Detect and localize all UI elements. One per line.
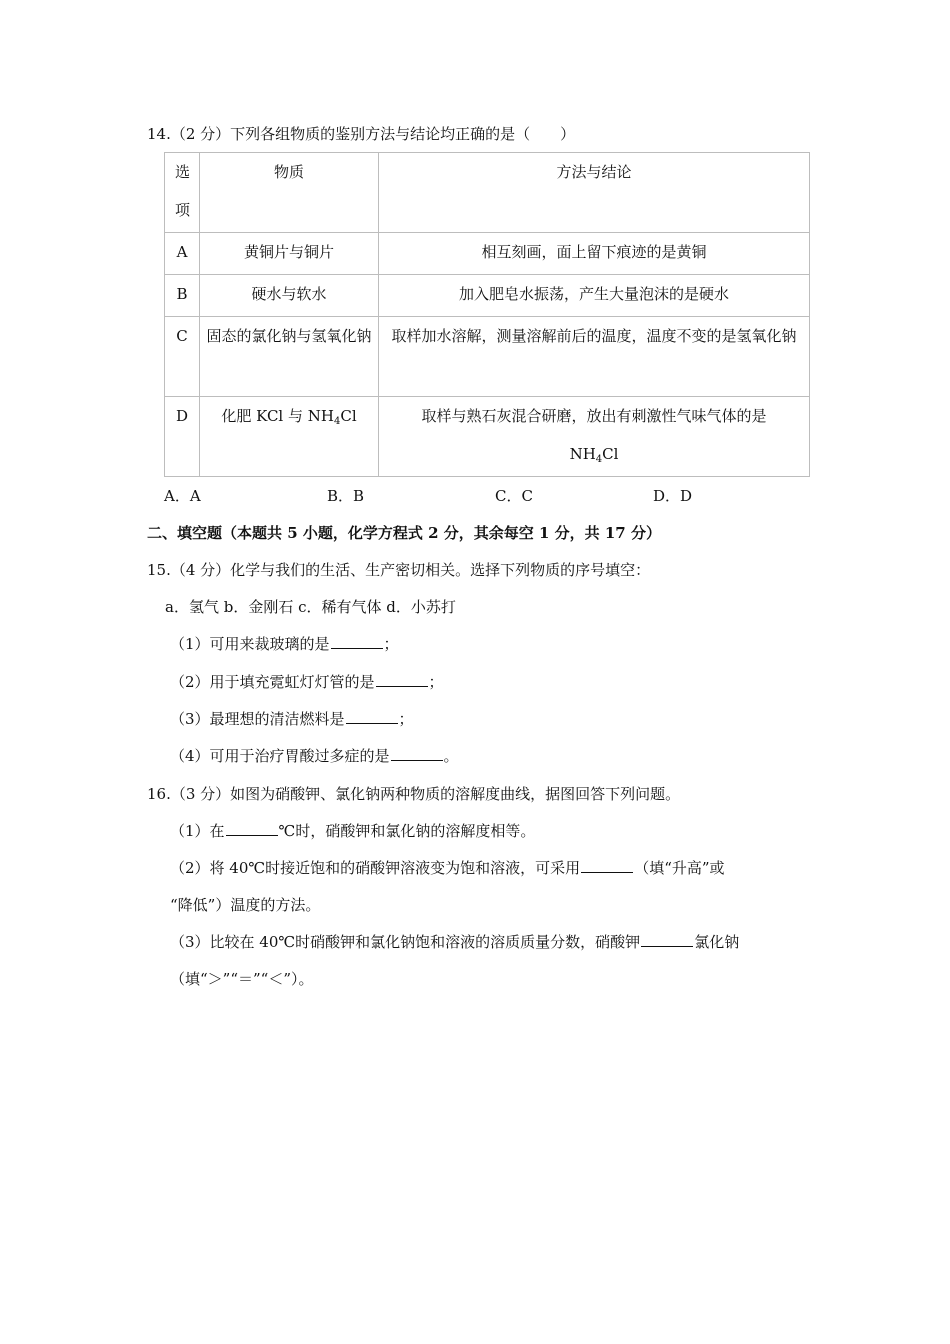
q16-item-1-end: ℃时，硝酸钾和氯化钠的溶解度相等。 (278, 822, 536, 840)
q14-option-c: C．C (495, 487, 533, 505)
q15-stem: 15.（4 分）化学与我们的生活、生产密切相关。选择下列物质的序号填空： (147, 561, 651, 579)
q14-option-d: D．D (653, 487, 693, 505)
q16-item-1 (170, 821, 535, 841)
row-d-method-tail: NH (569, 445, 596, 463)
row-c-substance: 固态的氯化钠与氢氧化钠 (200, 317, 379, 397)
q15-item-1-end: ； (383, 635, 399, 653)
q14-stem: 14.（2 分）下列各组物质的鉴别方法与结论均正确的是（ ） (147, 125, 576, 143)
row-a-method: 相互刻画，面上留下痕迹的是黄铜 (379, 233, 810, 275)
answer-blank[interactable] (226, 821, 278, 836)
row-d-method-post: Cl (602, 445, 619, 463)
q16-item-3 (170, 932, 739, 952)
q14-option-b: B．B (327, 487, 365, 505)
table-row (165, 275, 810, 317)
section2-heading: 二、填空题（本题共 5 小题，化学方程式 2 分，其余每空 1 分，共 17 分） (147, 524, 661, 542)
q15-item-4-text: （4）可用于治疗胃酸过多症的是 (170, 747, 390, 765)
row-b-option: B (165, 275, 200, 317)
q16-item-2-line2: “降低”）温度的方法。 (170, 896, 321, 914)
answer-blank[interactable] (376, 672, 428, 687)
answer-blank[interactable] (331, 634, 383, 649)
q15-item-4 (170, 746, 459, 766)
q15-item-3-end: ； (398, 710, 414, 728)
row-d-substance-pre: 化肥 KCl 与 NH (221, 407, 334, 425)
answer-blank[interactable] (391, 746, 443, 761)
header-substance: 物质 (200, 153, 379, 233)
q16-item-2-end: （填“升高”或 (634, 859, 725, 877)
row-c-method: 取样加水溶解，测量溶解前后的温度，温度不变的是氢氧化钠 (379, 317, 810, 397)
q15-item-1-text: （1）可用来裁玻璃的是 (170, 635, 330, 653)
q16-item-1-text: （1）在 (170, 822, 225, 840)
q15-item-3 (170, 709, 414, 729)
q16-item-2-text: （2）将 40℃时接近饱和的硝酸钾溶液变为饱和溶液，可采用 (170, 859, 581, 877)
header-method: 方法与结论 (379, 153, 810, 233)
q16-stem: 16.（3 分）如图为硝酸钾、氯化钠两种物质的溶解度曲线，据图回答下列问题。 (147, 785, 681, 803)
q14-table (164, 152, 810, 477)
q16-item-3-line2: （填“＞”“＝”“＜”）。 (170, 970, 314, 988)
table-header-row (165, 153, 810, 233)
table-row (165, 397, 810, 477)
row-d-substance-sub: 4 (333, 416, 341, 427)
row-a-option: A (165, 233, 200, 275)
q14-option-a: A．A (164, 487, 201, 505)
row-d-substance (200, 397, 379, 477)
answer-blank[interactable] (581, 858, 633, 873)
header-option: 选项 (165, 153, 200, 233)
row-d-method (379, 397, 810, 477)
q16-item-2 (170, 858, 725, 878)
row-d-substance-post: Cl (340, 407, 357, 425)
q15-item-2-text: （2）用于填充霓虹灯灯管的是 (170, 673, 375, 691)
q15-item-2 (170, 672, 444, 692)
q15-choices: a．氢气 b．金刚石 c．稀有气体 d．小苏打 (165, 598, 456, 616)
row-a-substance: 黄铜片与铜片 (200, 233, 379, 275)
answer-blank[interactable] (346, 709, 398, 724)
q15-item-4-end: 。 (443, 747, 459, 765)
q15-item-1 (170, 634, 399, 654)
answer-blank[interactable] (641, 932, 693, 947)
q15-item-3-text: （3）最理想的清洁燃料是 (170, 710, 345, 728)
q15-item-2-end: ； (428, 673, 444, 691)
row-c-option: C (165, 317, 200, 397)
table-row (165, 233, 810, 275)
row-b-method: 加入肥皂水振荡，产生大量泡沫的是硬水 (379, 275, 810, 317)
row-b-substance: 硬水与软水 (200, 275, 379, 317)
row-d-method-pre: 取样与熟石灰混合研磨，放出有刺激性气味气体的是 (421, 407, 767, 425)
row-d-method-sub: 4 (595, 454, 603, 465)
q16-item-3-text: （3）比较在 40℃时硝酸钾和氯化钠饱和溶液的溶质质量分数，硝酸钾 (170, 933, 641, 951)
table-row (165, 317, 810, 397)
row-d-option: D (165, 397, 200, 477)
q16-item-3-end: 氯化钠 (694, 933, 740, 951)
